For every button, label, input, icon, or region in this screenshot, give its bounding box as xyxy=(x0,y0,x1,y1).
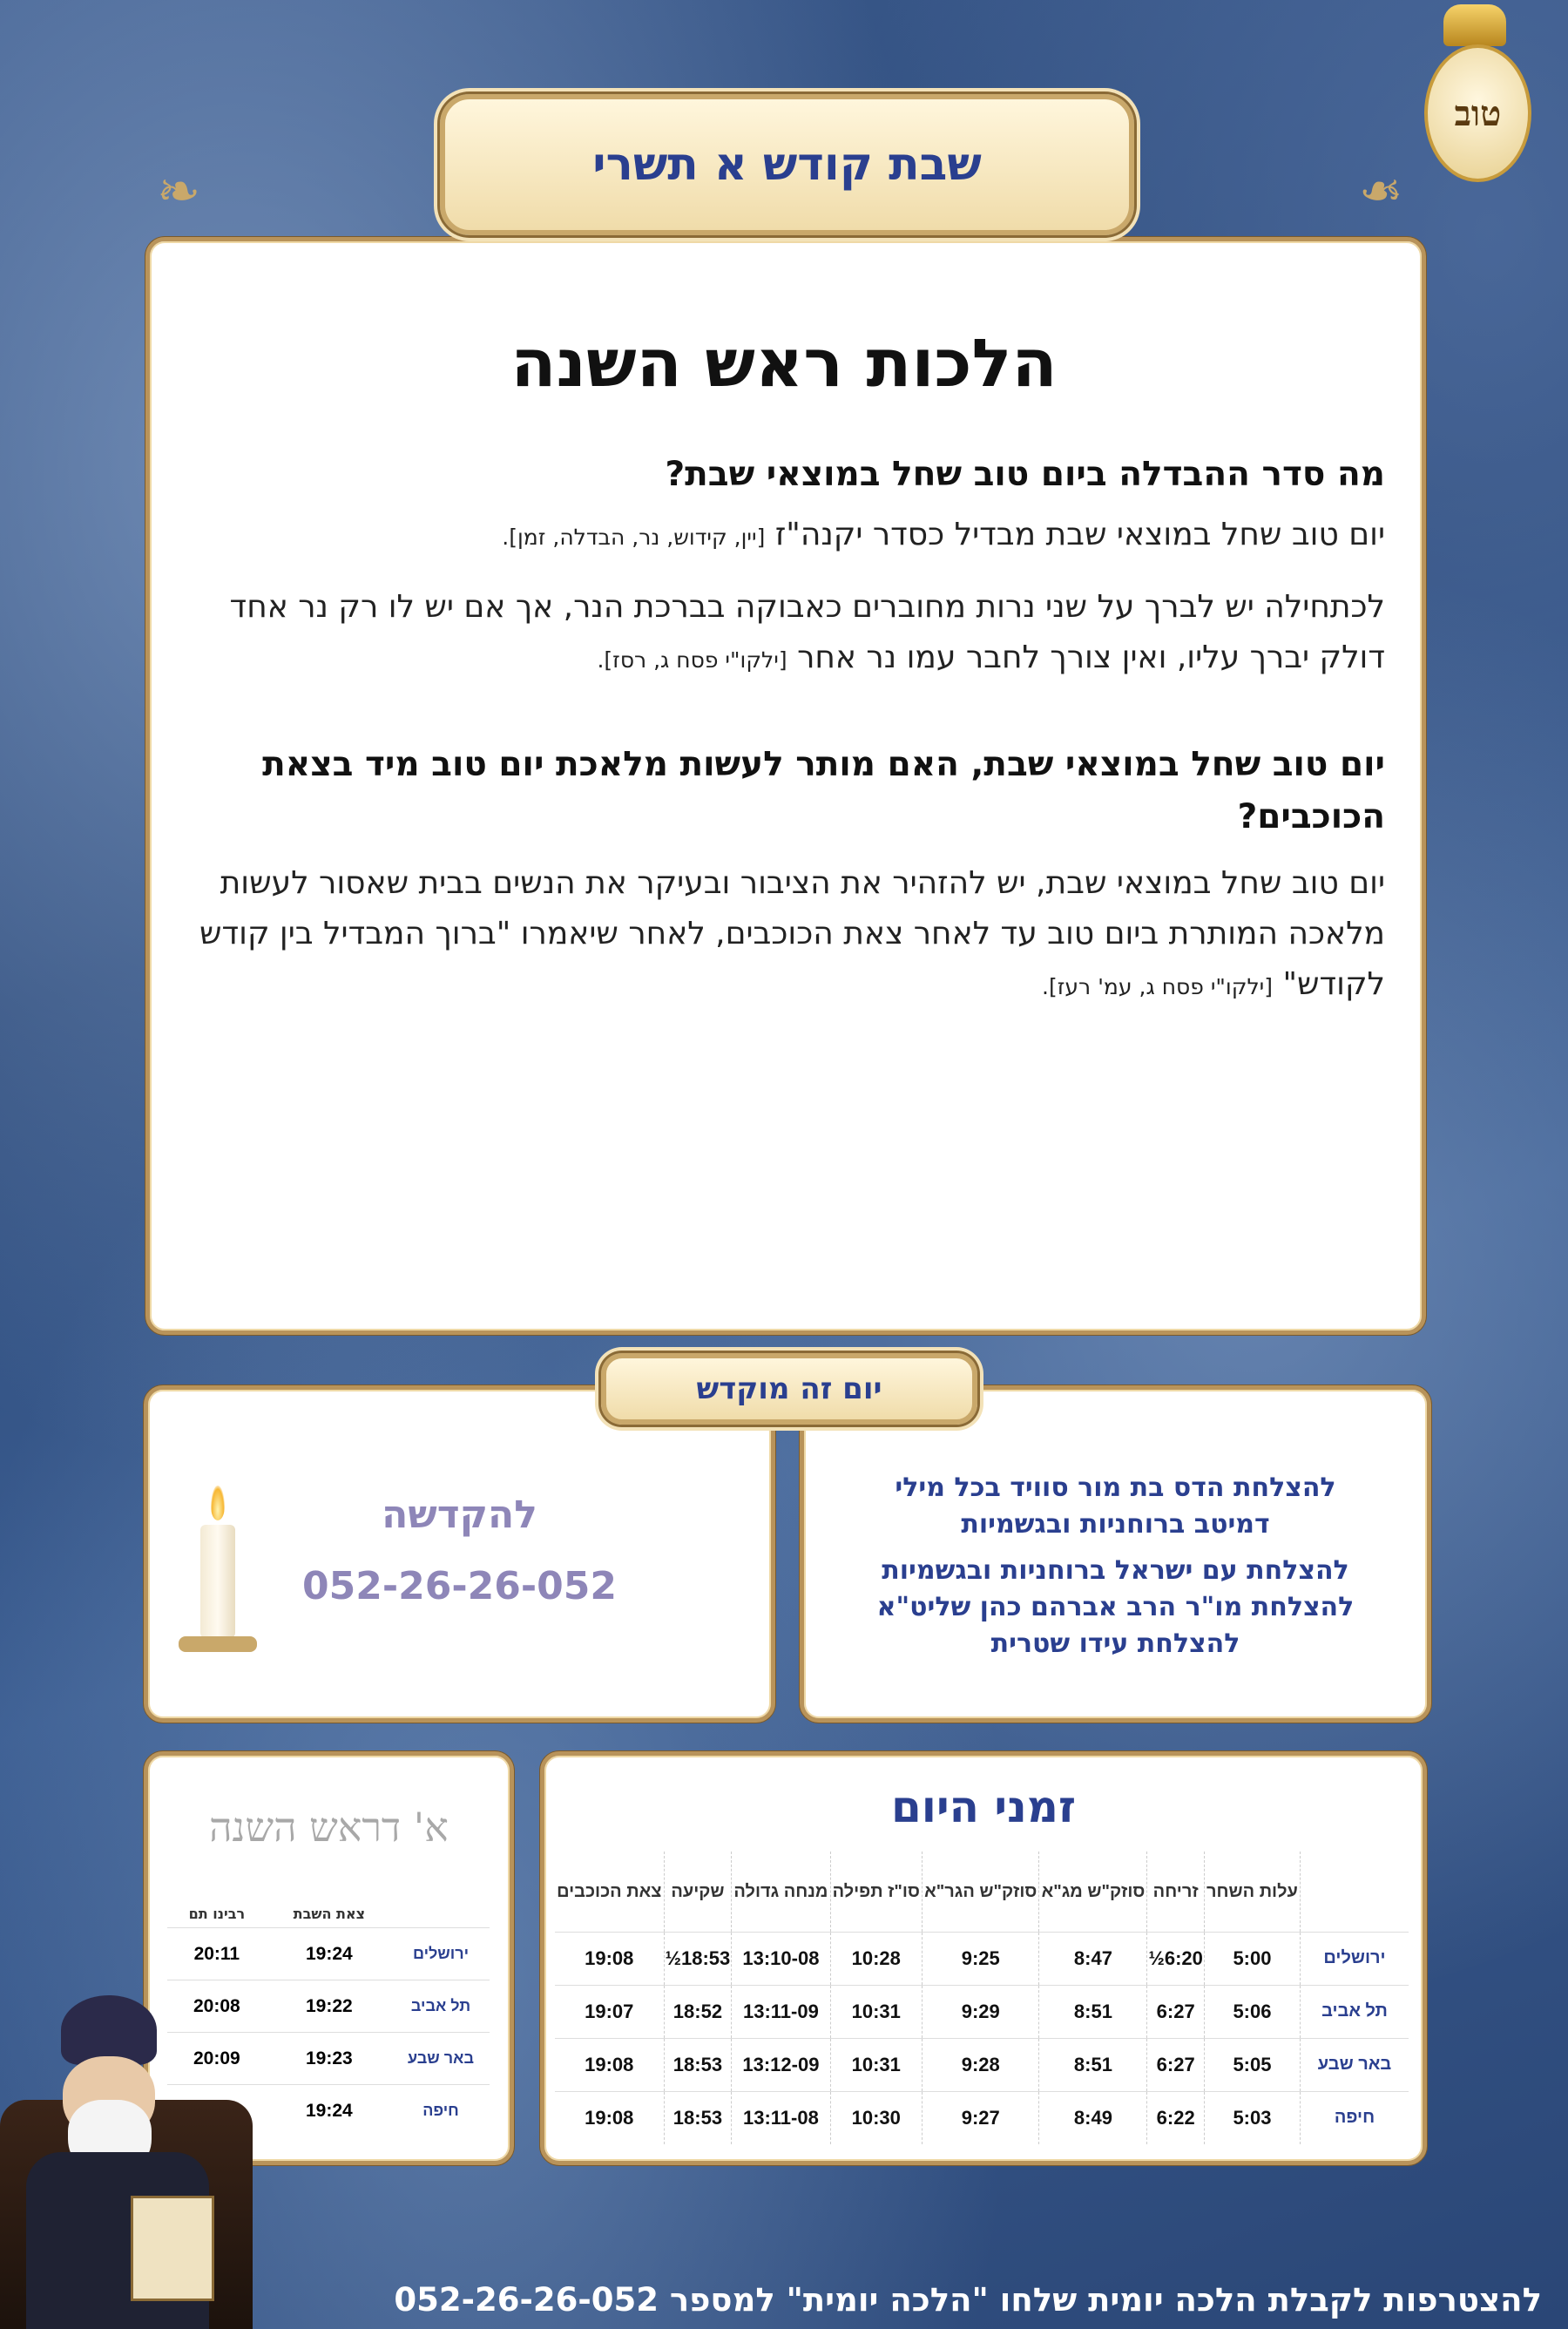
question-1: מה סדר ההבדלה ביום טוב שחל במוצאי שבת? xyxy=(665,455,1385,494)
time-cell: 19:22 xyxy=(267,1980,392,2033)
zmanim-header: עלות השחר xyxy=(1204,1852,1300,1932)
answer-3-source: [ילקו"י פסח ג, עמ' רעז]. xyxy=(1042,974,1274,999)
candle-holder-icon xyxy=(179,1636,257,1652)
time-cell: 19:07 xyxy=(555,1985,664,2038)
city-cell: ירושלים xyxy=(1301,1932,1409,1985)
city-cell: חיפה xyxy=(1301,2091,1409,2144)
header-banner-text: שבת קודש א תשרי xyxy=(592,139,982,191)
time-cell: 9:27 xyxy=(923,2091,1039,2144)
table-row xyxy=(555,1985,1409,2038)
answer-2-source: [ילקו"י פסח ג, רסז]. xyxy=(597,647,787,673)
header-banner xyxy=(440,94,1134,235)
zmanim-header-city xyxy=(1301,1852,1409,1932)
city-cell: תל אביב xyxy=(392,1980,490,2033)
time-cell: 18:52 xyxy=(664,1985,732,2038)
answer-1-source: [יין, קידוש, נר, הבדלה, זמן]. xyxy=(502,525,766,550)
time-cell: 5:06 xyxy=(1204,1985,1300,2038)
candle-icon xyxy=(200,1525,235,1638)
time-cell: 19:08 xyxy=(555,2038,664,2091)
zmanim-table xyxy=(555,1852,1409,2144)
dedication-line-1: להצלחת הדס בת מור סוויד בכל מילי xyxy=(895,1473,1336,1503)
time-cell: 5:05 xyxy=(1204,2038,1300,2091)
zmanim-header: סו"ז תפילה xyxy=(830,1852,922,1932)
dedication-line-2: דמיטב ברוחניות ובגשמיות xyxy=(961,1509,1270,1540)
time-cell: 20:11 xyxy=(167,1928,267,1980)
time-cell: 19:08 xyxy=(555,2091,664,2144)
time-cell: 13:11-09 xyxy=(732,1985,830,2038)
zmanim-header: סוזק"ש מג"א xyxy=(1039,1852,1147,1932)
table-row xyxy=(167,1928,490,1980)
answer-1-text: יום טוב שחל במוצאי שבת מבדיל כסדר יקנה"ז xyxy=(774,517,1385,552)
zmanim-header-row xyxy=(555,1852,1409,1932)
flourish-icon: ❧ xyxy=(1359,161,1403,222)
time-cell: 18:53 xyxy=(664,2091,732,2144)
time-cell: 9:25 xyxy=(923,1932,1039,1985)
dedication-left-phone: 052-26-26-052 xyxy=(302,1564,617,1608)
time-cell: 6:22 xyxy=(1147,2091,1205,2144)
crown-icon xyxy=(1443,4,1506,46)
answer-1 xyxy=(170,510,1385,563)
city-cell: באר שבע xyxy=(1301,2038,1409,2091)
time-cell: 5:00 xyxy=(1204,1932,1300,1985)
time-cell: 13:10-08 xyxy=(732,1932,830,1985)
zmanim-header: צאת הכוכבים xyxy=(555,1852,664,1932)
city-cell: תל אביב xyxy=(1301,1985,1409,2038)
time-cell: 6:27 xyxy=(1147,1985,1205,2038)
time-cell: 5:03 xyxy=(1204,2091,1300,2144)
city-cell: ירושלים xyxy=(392,1928,490,1980)
time-cell: 20:09 xyxy=(167,2033,267,2085)
dedication-line-5: להצלחת עידו שטרית xyxy=(990,1628,1240,1659)
time-cell: 10:31 xyxy=(830,2038,922,2091)
dedication-banner-text: יום זה מוקדש xyxy=(696,1371,882,1406)
time-cell: 10:31 xyxy=(830,1985,922,2038)
dedication-right-panel xyxy=(800,1385,1431,1723)
time-cell: 13:11-08 xyxy=(732,2091,830,2144)
shabbat-header xyxy=(392,1899,490,1928)
dedication-line-4: להצלחת מו"ר הרב אברהם כהן שליט"א xyxy=(876,1592,1355,1622)
shabbat-header: צאת השבת xyxy=(293,1905,366,1922)
dedication-left-panel xyxy=(144,1385,775,1723)
time-cell: 9:29 xyxy=(923,1985,1039,2038)
shabbat-header-row xyxy=(167,1899,490,1928)
zmanim-title: זמני היום xyxy=(890,1782,1077,1832)
table-row xyxy=(555,1932,1409,1985)
zmanim-panel xyxy=(540,1751,1427,2165)
book-icon xyxy=(131,2196,214,2301)
time-cell: 13:12-09 xyxy=(732,2038,830,2091)
time-cell: 8:47 xyxy=(1039,1932,1147,1985)
time-cell: 10:28 xyxy=(830,1932,922,1985)
footer-text: להצטרפות לקבלת הלכה יומית שלחו "הלכה יומית" למספר 052-26-26-052 xyxy=(394,2281,1542,2319)
question-2: יום טוב שחל במוצאי שבת, האם מותר לעשות מלאכת יום טוב מיד בצאת הכוכבים? xyxy=(262,745,1385,836)
dedication-line-3: להצלחת עם ישראל ברוחניות ובגשמיות xyxy=(882,1555,1349,1586)
dedication-left-title: להקדשה xyxy=(382,1493,537,1537)
shabbat-header: רבינו תם xyxy=(188,1905,246,1922)
time-cell: 9:28 xyxy=(923,2038,1039,2091)
shabbat-title: א' דראש השנה xyxy=(209,1804,449,1851)
zmanim-header: שקיעה xyxy=(664,1852,732,1932)
logo xyxy=(1424,4,1524,183)
time-cell: 8:51 xyxy=(1039,2038,1147,2091)
time-cell: 19:08 xyxy=(555,1932,664,1985)
zmanim-header: סוזק"ש הגר"א xyxy=(923,1852,1039,1932)
answer-2-text: לכתחילה יש לברך על שני נרות מחוברים כאבוקה בברכת הנר, אך אם יש לו רק נר אחד דולק יברך עליו, ואין צורך לחבר עמו נר אחר xyxy=(229,589,1385,675)
time-cell: 6:20½ xyxy=(1147,1932,1205,1985)
time-cell: 19:24 xyxy=(267,2085,392,2137)
zmanim-header: מנחה גדולה xyxy=(732,1852,830,1932)
time-cell: 8:51 xyxy=(1039,1985,1147,2038)
time-cell: 18:53½ xyxy=(664,1932,732,1985)
answer-2 xyxy=(170,582,1385,686)
logo-text: טוב xyxy=(1454,92,1502,134)
time-cell: 19:24 xyxy=(267,1928,392,1980)
rabbi-illustration xyxy=(0,1995,253,2329)
time-cell: 18:53 xyxy=(664,2038,732,2091)
flourish-icon: ❧ xyxy=(157,161,201,222)
time-cell: 19:23 xyxy=(267,2033,392,2085)
time-cell: 8:49 xyxy=(1039,2091,1147,2144)
zmanim-header: זריחה xyxy=(1147,1852,1205,1932)
city-cell: חיפה xyxy=(392,2085,490,2137)
time-cell: 10:30 xyxy=(830,2091,922,2144)
table-row xyxy=(555,2038,1409,2091)
table-row xyxy=(555,2091,1409,2144)
answer-3 xyxy=(170,858,1385,1012)
dedication-banner xyxy=(601,1353,977,1425)
city-cell: באר שבע xyxy=(392,2033,490,2085)
page-title: הלכות ראש השנה xyxy=(510,324,1058,402)
time-cell: 20:08 xyxy=(167,1980,267,2033)
answer-3-text: יום טוב שחל במוצאי שבת, יש להזהיר את הציבור ובעיקר את הנשים בבית שאסור לעשות מלאכה המותרת ביום טוב עד לאחר צאת הכוכבים, לאחר שיאמרו "ברוך המבדיל בין קודש לקודש" xyxy=(199,865,1385,1002)
time-cell: 6:27 xyxy=(1147,2038,1205,2091)
flame-icon xyxy=(211,1486,225,1520)
